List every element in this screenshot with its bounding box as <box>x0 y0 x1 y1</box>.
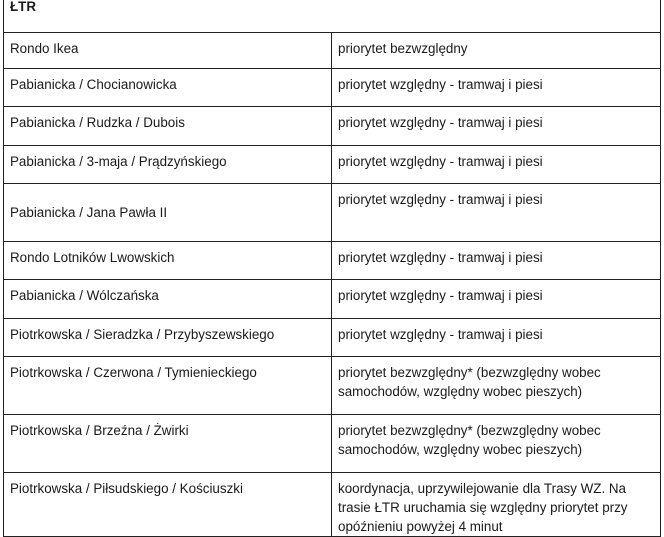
priority-cell: priorytet względny - tramwaj i piesi <box>332 184 661 242</box>
priority-cell: priorytet względny - tramwaj i piesi <box>332 319 661 357</box>
priority-cell: priorytet bezwzględny* (bezwzględny wobec samochodów, względny wobec pieszych) <box>332 357 661 415</box>
table-row <box>4 146 661 184</box>
table-row <box>4 319 661 357</box>
priority-cell: priorytet względny - tramwaj i piesi <box>332 107 661 146</box>
table-row <box>4 280 661 319</box>
intersection-cell: Pabianicka / Jana Pawła II <box>4 184 332 242</box>
priority-cell: priorytet względny - tramwaj i piesi <box>332 69 661 107</box>
intersection-cell: Pabianicka / 3-maja / Prądzyńskiego <box>4 146 332 184</box>
table-row <box>4 357 661 415</box>
priority-cell: priorytet względny - tramwaj i piesi <box>332 280 661 319</box>
intersection-cell: Piotrkowska / Sieradzka / Przybyszewskiego <box>4 319 332 357</box>
priority-cell: priorytet bezwzględny <box>332 33 661 69</box>
intersection-cell: Piotrkowska / Piłsudskiego / Kościuszki <box>4 473 332 537</box>
table-row <box>4 184 661 242</box>
intersection-cell: Pabianicka / Chocianowicka <box>4 69 332 107</box>
table-row <box>4 33 661 69</box>
priority-cell: priorytet względny - tramwaj i piesi <box>332 242 661 280</box>
table-row <box>4 69 661 107</box>
intersection-cell: Piotrkowska / Czerwona / Tymienieckiego <box>4 357 332 415</box>
priority-cell: koordynacja, uprzywilejowanie dla Trasy WZ. Na trasie ŁTR uruchamia się względny priorytet przy opóźnieniu powyżej 4 minut <box>332 473 661 537</box>
priority-cell: priorytet względny - tramwaj i piesi <box>332 146 661 184</box>
priority-table-sheet <box>3 0 660 537</box>
table-row <box>4 242 661 280</box>
section-title: ŁTR <box>4 0 661 33</box>
table-row <box>4 473 661 537</box>
table-row <box>4 415 661 473</box>
priority-table <box>3 0 661 537</box>
intersection-cell: Piotrkowska / Brzeźna / Żwirki <box>4 415 332 473</box>
section-header-row <box>4 0 661 33</box>
intersection-cell: Pabianicka / Wólczańska <box>4 280 332 319</box>
intersection-cell: Pabianicka / Rudzka / Dubois <box>4 107 332 146</box>
table-row <box>4 107 661 146</box>
priority-cell: priorytet bezwzględny* (bezwzględny wobec samochodów, względny wobec pieszych) <box>332 415 661 473</box>
intersection-cell: Rondo Ikea <box>4 33 332 69</box>
intersection-cell: Rondo Lotników Lwowskich <box>4 242 332 280</box>
